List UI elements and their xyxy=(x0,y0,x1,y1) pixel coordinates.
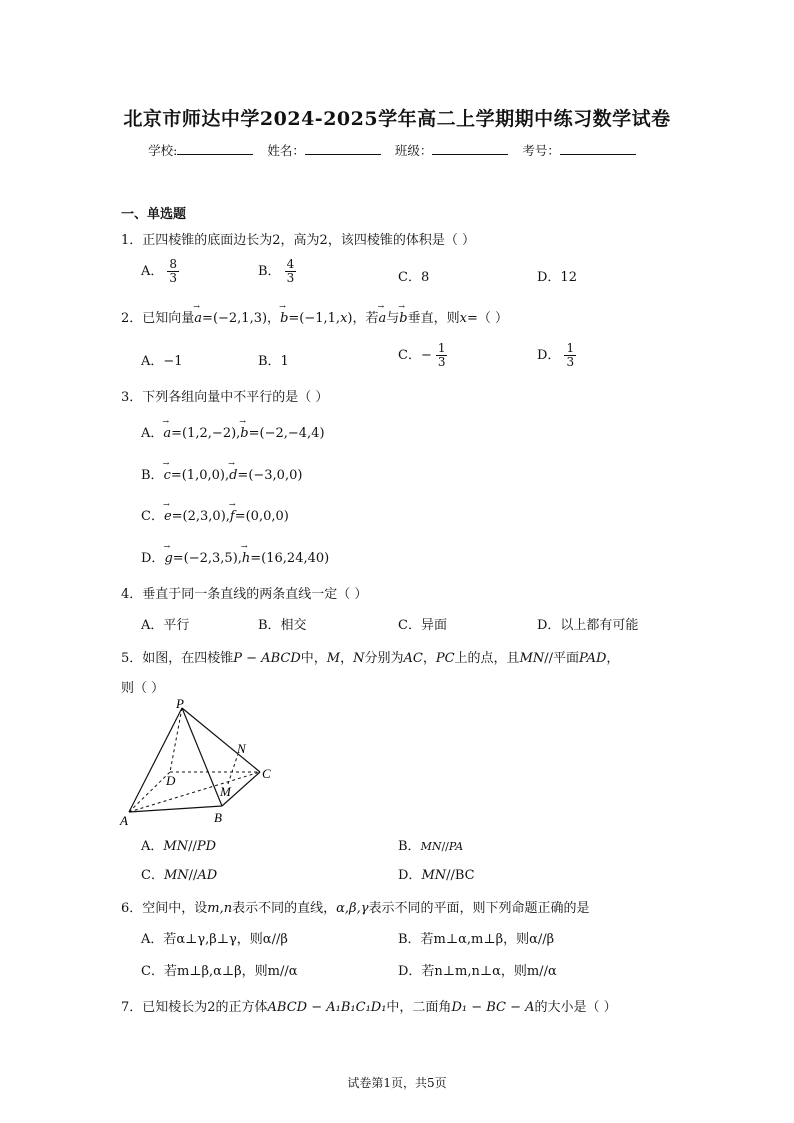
q2-option-d: D． $\frac{1}{3}$ xyxy=(537,341,575,369)
question-6-stem: 6．空间中，设m,n表示不同的直线，α,β,γ表示不同的平面，则下列命题正确的是 xyxy=(121,901,590,916)
q4-option-a: A．平行 xyxy=(141,618,190,633)
q6-option-b: B．若m⊥α,m⊥β，则α//β xyxy=(398,932,555,947)
question-5-stem: 5．如图，在四棱锥P − ABCD中，M，N分别为AC，PC上的点，且MN//平面PAD， xyxy=(121,651,620,666)
q5-option-b: B．MN//PA xyxy=(398,839,464,854)
q1-option-c: C．8 xyxy=(398,270,430,285)
label-c: C xyxy=(262,766,271,781)
q6-option-c: C．若m⊥β,α⊥β，则m//α xyxy=(141,964,298,979)
q2-option-b: B．1 xyxy=(258,354,289,369)
edge-pb xyxy=(182,708,222,806)
name-label: 姓名： xyxy=(267,143,305,158)
q3-option-a: A．→ a=(1,2,−2),→ b=(−2,−4,4) xyxy=(141,422,325,441)
label-n: N xyxy=(237,741,246,756)
page-footer: 试卷第1页，共5页 xyxy=(347,1076,447,1090)
q3-option-c: C．→ e=(2,3,0),→ f=(0,0,0) xyxy=(141,505,289,524)
q4-option-d: D．以上都有可能 xyxy=(537,618,639,633)
q1-option-b: B． $\frac{4}{3}$ xyxy=(258,257,295,285)
question-1-stem: 1．正四棱锥的底面边长为2，高为2，该四棱锥的体积是（ ） xyxy=(121,233,475,248)
label-d: D xyxy=(166,773,176,788)
q4-option-b: B．相交 xyxy=(258,618,307,633)
label-p: P xyxy=(176,696,184,711)
question-7-stem: 7．已知棱长为2的正方体ABCD − A₁B₁C₁D₁中，二面角D₁ − BC − A的大小是（ ） xyxy=(121,1000,617,1015)
q5-option-c: C．MN//AD xyxy=(141,868,218,883)
section-heading: 一、单选题 xyxy=(121,207,187,222)
label-b: B xyxy=(214,810,222,825)
q5-option-a: A．MN//PD xyxy=(141,839,217,854)
question-3-stem: 3．下列各组向量中不平行的是（ ） xyxy=(121,390,329,405)
diagonal-ac xyxy=(129,772,260,812)
edge-pc xyxy=(182,708,260,772)
label-a: A xyxy=(120,813,128,828)
q3-option-d: D．→ g=(−2,3,5),→ h=(16,24,40) xyxy=(141,547,329,566)
q2-option-c: C．− $\frac{1}{3}$ xyxy=(398,341,446,369)
q6-option-d: D．若n⊥m,n⊥α，则m//α xyxy=(398,964,557,979)
class-label: 班级： xyxy=(394,143,433,158)
segment-mn xyxy=(228,754,238,784)
school-label: 学校: xyxy=(148,143,178,158)
student-info-line xyxy=(0,141,794,159)
edge-ad xyxy=(129,772,170,812)
question-2-stem: 2．已知向量→ a=(−2,1,3)，→ b=(−1,1,x)，若→ a与→ b垂直，则x=（ ） xyxy=(121,307,508,326)
class-blank xyxy=(432,142,508,155)
exam-number-blank xyxy=(560,142,636,155)
q3-option-b: B．→ c=(1,0,0),→ d=(−3,0,0) xyxy=(141,464,302,483)
name-blank xyxy=(305,142,381,155)
edge-pa xyxy=(129,708,182,812)
page-title: 北京市师达中学2024-2025学年高二上学期期中练习数学试卷 xyxy=(123,108,671,130)
q1-option-a: A． $\frac{8}{3}$ xyxy=(141,257,178,285)
q2-option-a: A．−1 xyxy=(141,354,183,369)
q6-option-a: A．若α⊥γ,β⊥γ，则α//β xyxy=(141,932,288,947)
edge-pd xyxy=(170,708,182,772)
exam-number-label: 考号： xyxy=(522,143,560,158)
q1-option-d: D．12 xyxy=(537,270,577,285)
question-4-stem: 4．垂直于同一条直线的两条直线一定（ ） xyxy=(121,587,368,602)
school-blank xyxy=(177,142,253,155)
q4-option-c: C．异面 xyxy=(398,618,447,633)
edge-ab xyxy=(129,806,222,812)
label-m: M xyxy=(220,784,231,799)
question-5-stem-line2: 则（ ） xyxy=(121,681,165,696)
pyramid-figure xyxy=(112,696,282,828)
q5-option-d: D．MN//BC xyxy=(398,868,475,883)
